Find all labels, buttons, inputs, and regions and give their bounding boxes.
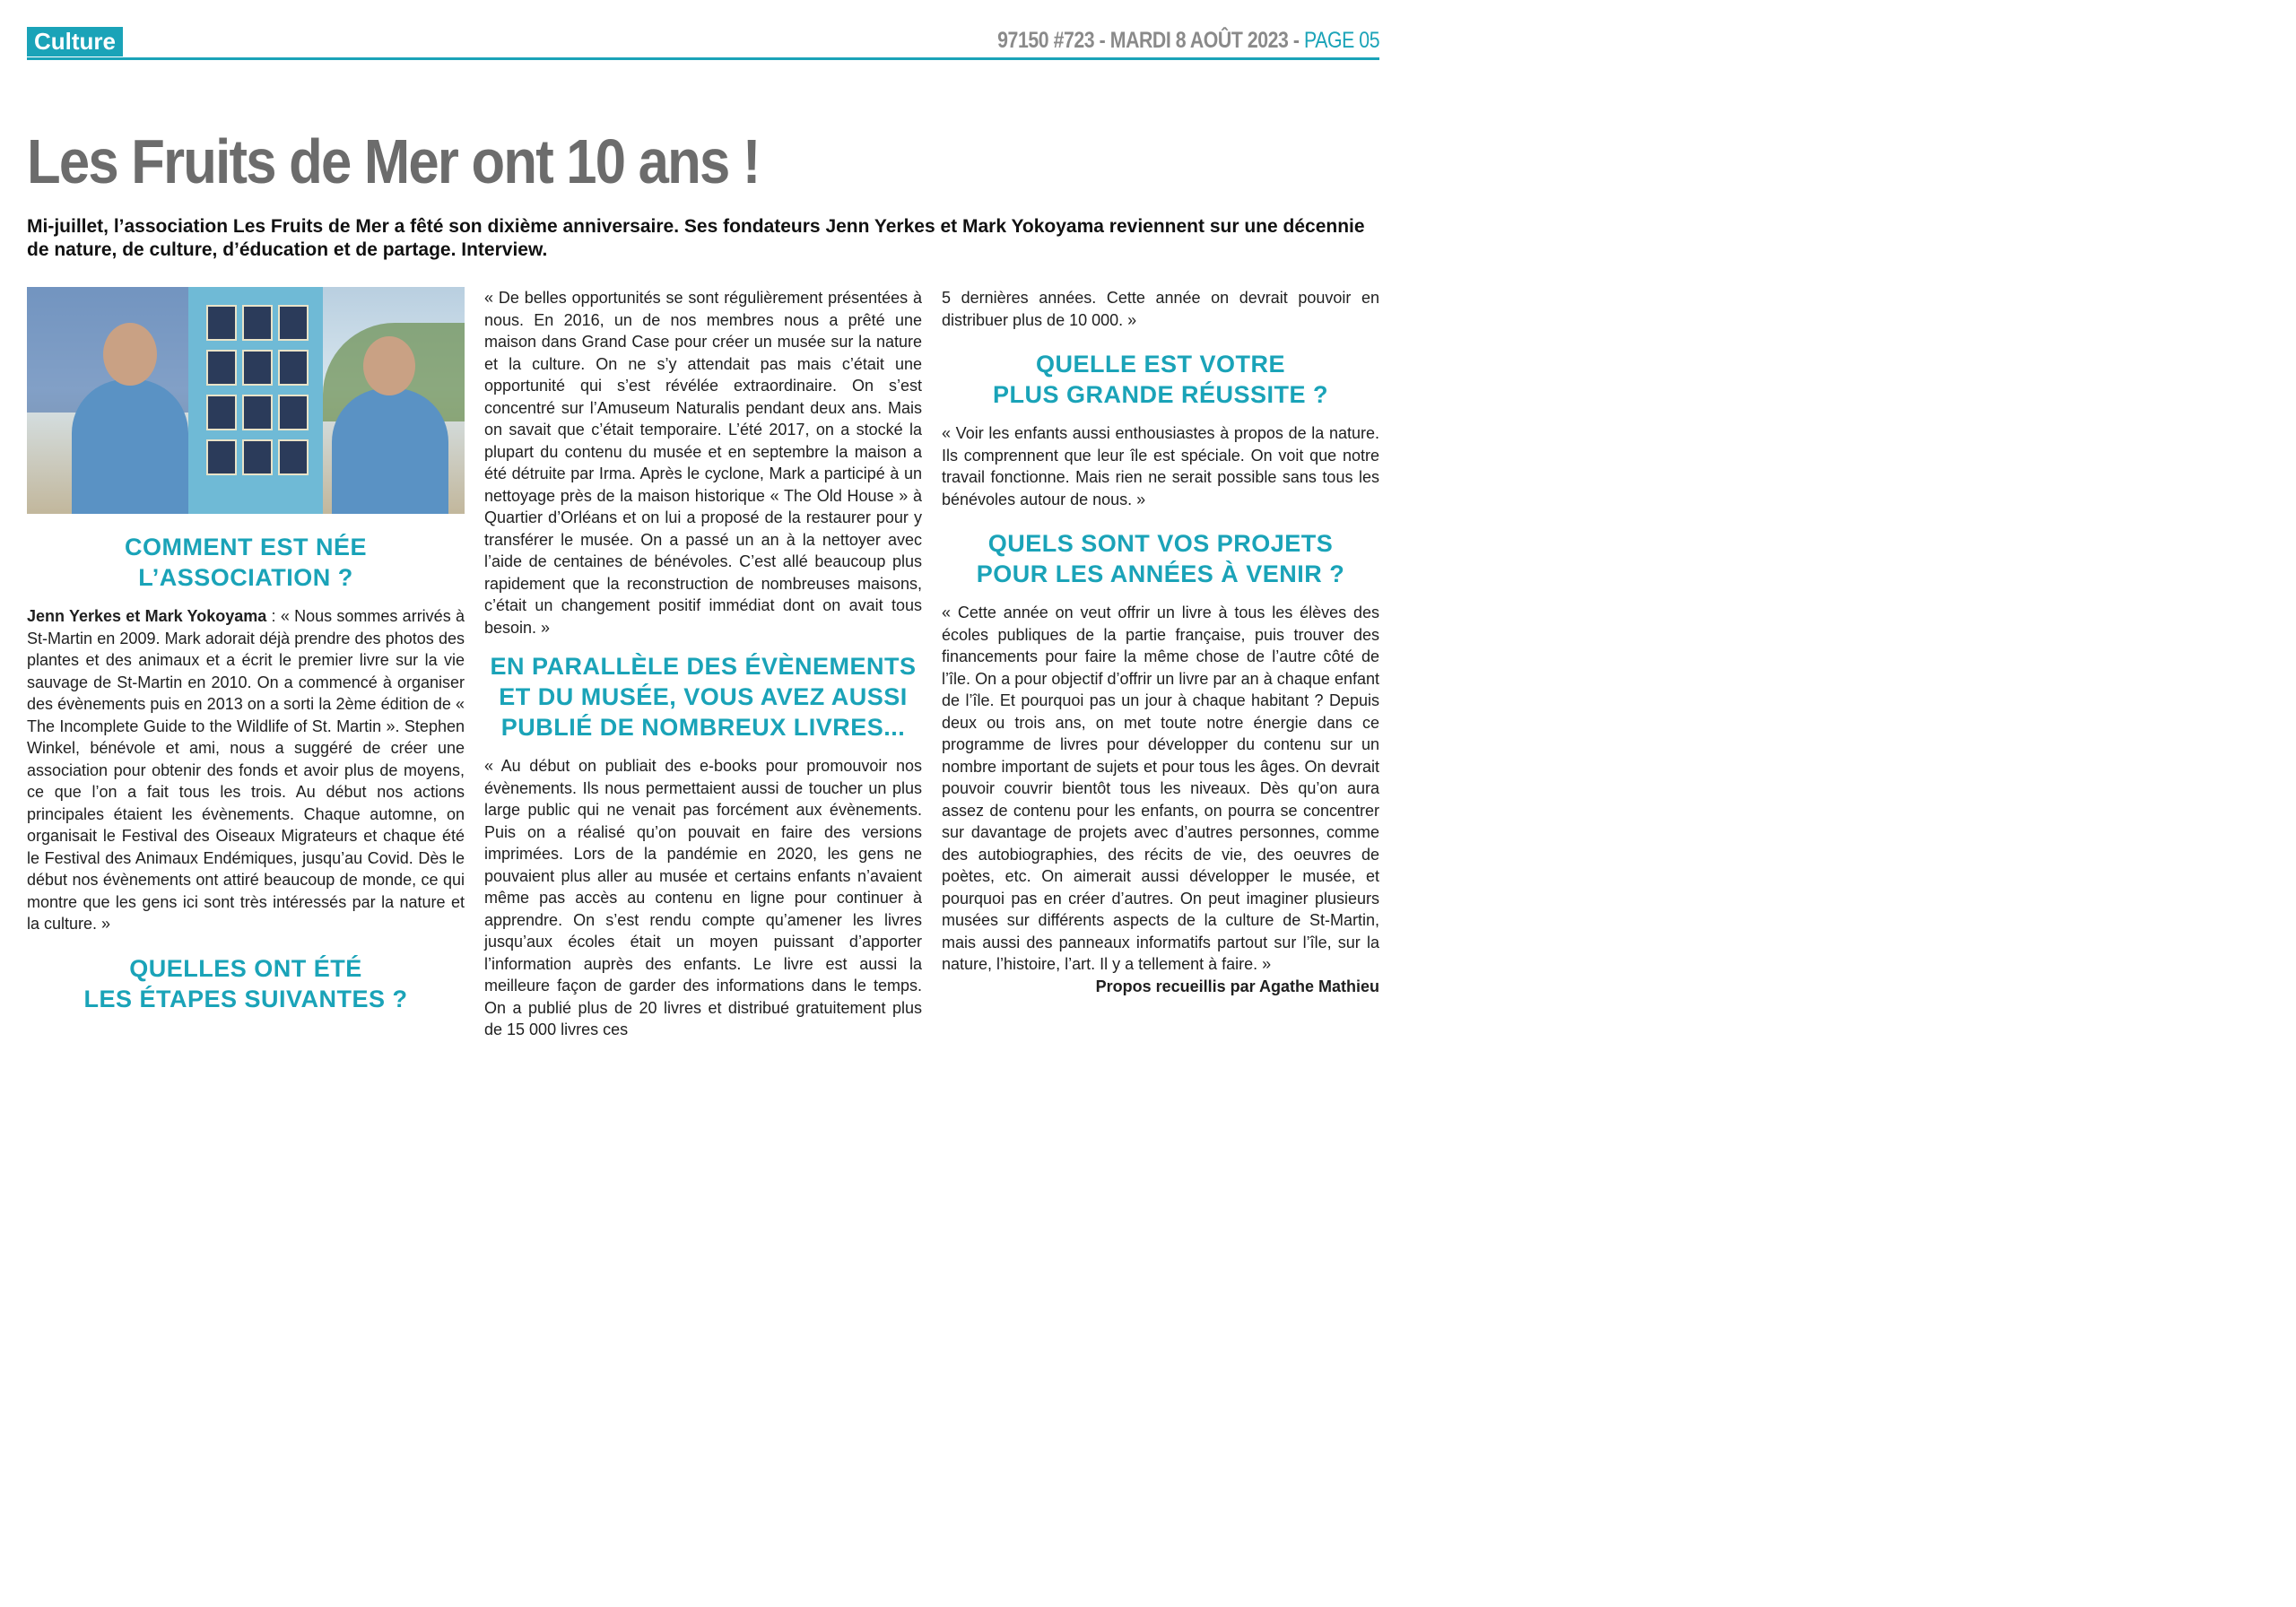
book-cover: [278, 305, 309, 341]
page-number: PAGE 05: [1303, 28, 1379, 53]
question-heading: COMMENT EST NÉE L’ASSOCIATION ?: [124, 534, 367, 591]
person-right-head: [363, 336, 415, 395]
answer-5-body: « Cette année on veut offrir un livre à tous les élèves des écoles publiques de la partie française, puis trouver des financements pour faire la même chose de l’autre côté de l’île. On a pour objectif d’offrir un livre par an à chaque enfant de l’île. Et pourquoi pas un jour à chaque habitant ? Depuis deux ou trois ans, on met toute notre énergie dans ce programme de livres pour développer du contenu sur un nombre important de sujets et pour tous les âges. On devrait pouvoir couvrir bientôt tous les niveaux. Dès qu’on aura assez de contenu pour les enfants, on pourra se concentrer sur davantage de projets avec d’autres personnes, comme des autobiographies, des récits de vie, des oeuvres de poètes, etc. On aimerait aussi développer le musée, et pourquoi pas en créer d’autres. On peut imaginer plusieurs musées sur différents aspects de la culture de St-Martin, mais aussi des panneaux informatifs partout sur l’île, sur la nature, l’histoire, l’art. Il y a tellement à faire. »: [942, 604, 1379, 973]
book-cover: [278, 350, 309, 386]
answer-1-body: : « Nous sommes arrivés à St-Martin en 2009. Mark adorait déjà prendre des photos des plantes et des animaux et a écrit le premier livre sur la vie sauvage de St-Martin en 2010. On a commencé à organiser des évènements puis en 2013 on a sorti la 2ème édition de « The Incomplete Guide to the Wildlife of St. Martin ». Stephen Winkel, bénévole et ami, nous a suggéré de créer une association pour obtenir des fonds et avoir plus de moyens, ce que l’on a fait tous les trois. Au début nos actions principales étaient les évènements. Chaque automne, on organisait le Festival des Oiseaux Migrateurs et chaque été le Festival des Animaux Endémiques, jusqu’au Covid. Dès le début nos évènements ont attiré beaucoup de monde, ce qui montre que les gens ici sont très intéressés par la nature et la culture. »: [27, 607, 465, 933]
answer-text: [27, 605, 465, 935]
column-3: [942, 287, 1379, 997]
book-cover: [206, 350, 237, 386]
question-line: ET DU MUSÉE, VOUS AVEZ AUSSI: [499, 683, 908, 710]
issue-info: [997, 28, 1379, 54]
question-line: PLUS GRANDE RÉUSSITE ?: [992, 381, 1329, 408]
column-1: [27, 287, 465, 1027]
question-heading: [942, 528, 1379, 589]
article-photo: [27, 287, 465, 514]
answer-text: « Voir les enfants aussi enthousiastes à propos de la nature. Ils comprennent que leur île est spéciale. On voit que notre travail fonctionne. Mais rien ne serait possible sans tous les bénévoles autour de nous. »: [942, 424, 1379, 508]
person-right: [332, 388, 448, 514]
question-line: POUR LES ANNÉES À VENIR ?: [976, 560, 1345, 587]
book-cover: [278, 439, 309, 475]
author-signature: Propos recueillis par Agathe Mathieu: [1095, 977, 1379, 995]
speaker-name: Jenn Yerkes et Mark Yokoyama: [27, 607, 267, 625]
question-heading: [484, 651, 922, 743]
article-title: Les Fruits de Mer ont 10 ans !: [27, 126, 760, 196]
photo-poster-pillar: [188, 287, 323, 514]
question-line: QUELLE EST VOTRE: [1035, 351, 1286, 378]
book-cover: [242, 350, 273, 386]
page-header: [27, 27, 1379, 60]
question-heading: [942, 349, 1379, 410]
book-cover: [242, 305, 273, 341]
question-line: EN PARALLÈLE DES ÉVÈNEMENTS: [490, 653, 917, 680]
answer-text: « De belles opportunités se sont régulièrement présentées à nous. En 2016, un de nos membres nous a prêté une maison dans Grand Case pour créer un musée sur la nature et la culture. On ne s’y attendait pas mais c’était une opportunité qui s’est révélée extraordinaire. On s’est concentré sur l’Amuseum Naturalis pendant deux ans. Mais on savait que c’était temporaire. L’été 2017, on a stocké la plupart du contenu du musée et en septembre la maison a été détruite par Irma. Après le cyclone, Mark a participé à un nettoyage près de la maison historique « The Old House » à Quartier d’Orléans et on lui a proposé de la restaurer pour y transférer le musée. On a passé un an à la nettoyer avec l’aide de centaines de bénévoles. C’est allé beaucoup plus rapidement que la reconstruction de nombreuses maisons, c’était un changement positif immédiat dont on avait tous besoin. »: [484, 289, 922, 637]
answer-text: « Au début on publiait des e-books pour promouvoir nos évènements. Ils nous permettaient aussi de toucher un plus large public qui ne venait pas forcément aux évènements. Puis on a réalisé qu’on pouvait en faire des versions imprimées. Lors de la pandémie en 2020, les gens ne pouvaient plus aller au musée et certains enfants n’avaient même pas accès au contenu en ligne pour continuer à apprendre. On s’est rendu compte qu’amener les livres jusqu’aux écoles était un moyen puissant d’apporter l’information auprès des enfants. Le livre est aussi la meilleure façon de garder des informations dans le temps. On a publié plus de 20 livres et distribué gratuitement plus de 15 000 livres ces: [484, 757, 922, 1038]
book-cover: [206, 305, 237, 341]
book-cover: [206, 395, 237, 430]
column-2: [484, 287, 922, 1041]
question-line: LES ÉTAPES SUIVANTES ?: [83, 985, 408, 1012]
answer-text: 5 dernières années. Cette année on devrait pouvoir en distribuer plus de 10 000. »: [942, 289, 1379, 329]
section-label: Culture: [27, 27, 123, 56]
book-cover: [242, 395, 273, 430]
book-cover: [242, 439, 273, 475]
question-heading: [27, 953, 465, 1014]
book-cover: [278, 395, 309, 430]
question-line: QUELLES ONT ÉTÉ: [129, 954, 362, 982]
book-cover: [206, 439, 237, 475]
question-line: QUELS SONT VOS PROJETS: [987, 530, 1334, 557]
answer-text: [942, 602, 1379, 995]
person-left: [72, 379, 188, 514]
issue-date: 97150 #723 - MARDI 8 AOÛT 2023 -: [997, 28, 1300, 53]
question-line: PUBLIÉ DE NOMBREUX LIVRES...: [500, 714, 906, 741]
person-left-head: [103, 323, 157, 386]
article-lead: Mi-juillet, l’association Les Fruits de Mer a fêté son dixième anniversaire. Ses fondateurs Jenn Yerkes et Mark Yokoyama reviennent sur une décennie de nature, de culture, d’éducation et de partage. Interview.: [27, 216, 1365, 260]
